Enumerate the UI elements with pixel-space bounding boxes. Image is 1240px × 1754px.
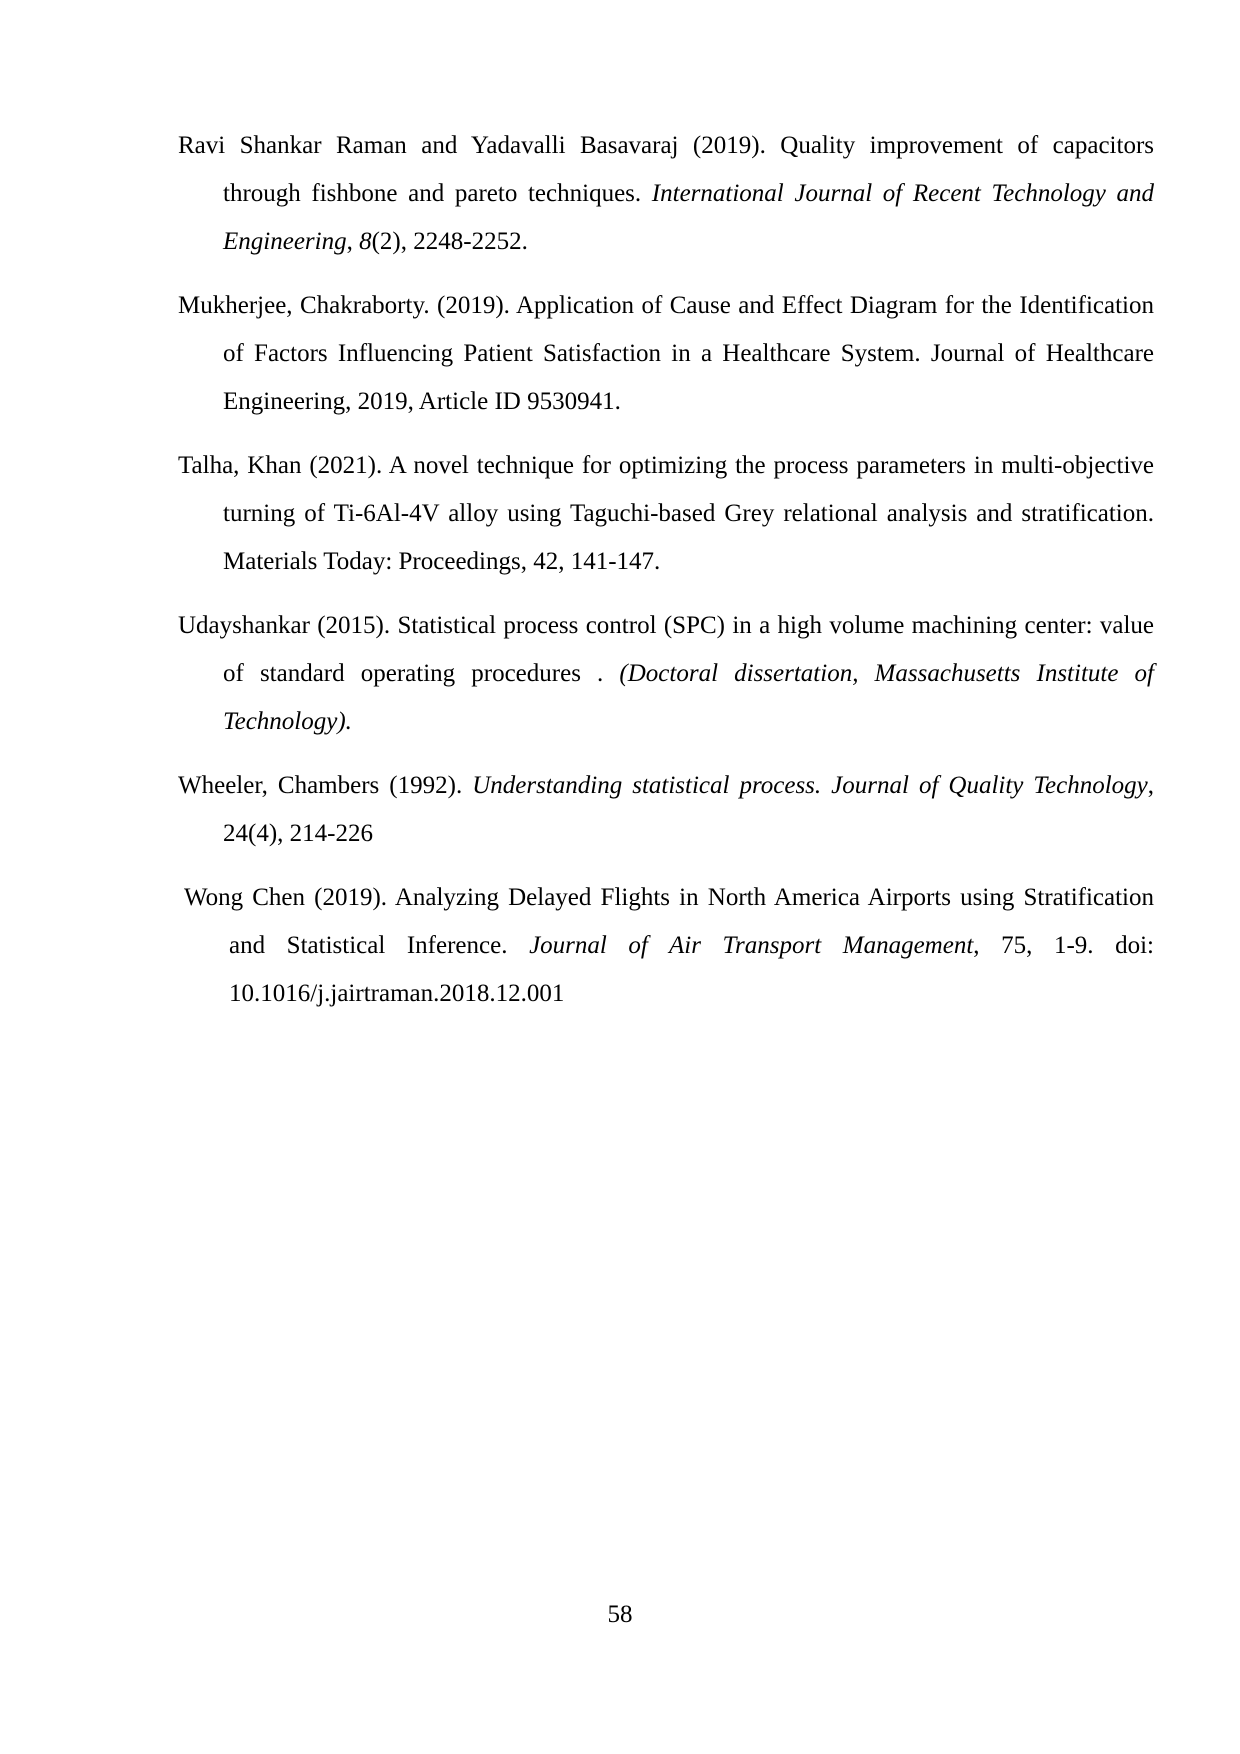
reference-journal: Journal of Air Transport Management: [529, 932, 974, 959]
reference-volume: 8: [359, 228, 372, 255]
page-number: 58: [607, 1601, 633, 1628]
reference-journal: Understanding statistical process. Journal of Quality Technology: [472, 772, 1148, 799]
reference-journal: International Journal of Recent Technology and Engineering: [223, 180, 1154, 255]
reference-text: Ravi Shankar Raman and Yadavalli Basavaraj (2019). Quality improvement of capacitors through fishbone and pareto techniques.: [178, 132, 1154, 207]
reference-text: Wheeler, Chambers (1992).: [178, 772, 473, 799]
reference-source: (Doctoral dissertation, Massachusetts Institute of Technology).: [223, 660, 1154, 735]
reference-text: Wong Chen (2019). Analyzing Delayed Flights in North America Airports using Stratification and Statistical Inference.: [184, 884, 1154, 959]
reference-entry: [184, 874, 1154, 1018]
reference-text: Mukherjee, Chakraborty. (2019). Application of Cause and Effect Diagram for the Identification of Factors Influencing Patient Satisfaction in a Healthcare System. Journal of Healthcare Engineering, 2019, Article ID 9530941.: [178, 292, 1154, 415]
reference-text: Talha, Khan (2021). A novel technique for optimizing the process parameters in multi-objective turning of Ti-6Al-4V alloy using Taguchi-based Grey relational analysis and stratification. Materials Today: Proceedings, 42, 141-147.: [178, 452, 1154, 575]
reference-text: ,: [346, 228, 360, 255]
reference-entry: [178, 122, 1154, 266]
reference-entry: [178, 442, 1154, 586]
reference-list: [178, 122, 1154, 1034]
reference-entry: [178, 282, 1154, 426]
reference-entry: [178, 602, 1154, 746]
reference-text: , 24(4), 214-226: [223, 772, 1154, 847]
reference-text: (2), 2248-2252.: [371, 228, 528, 255]
reference-entry: [178, 762, 1154, 858]
reference-text: , 75, 1-9. doi: 10.1016/j.jairtraman.2018.12.001: [229, 932, 1154, 1007]
reference-text: Udayshankar (2015). Statistical process control (SPC) in a high volume machining center: value of standard operating procedures .: [178, 612, 1154, 687]
